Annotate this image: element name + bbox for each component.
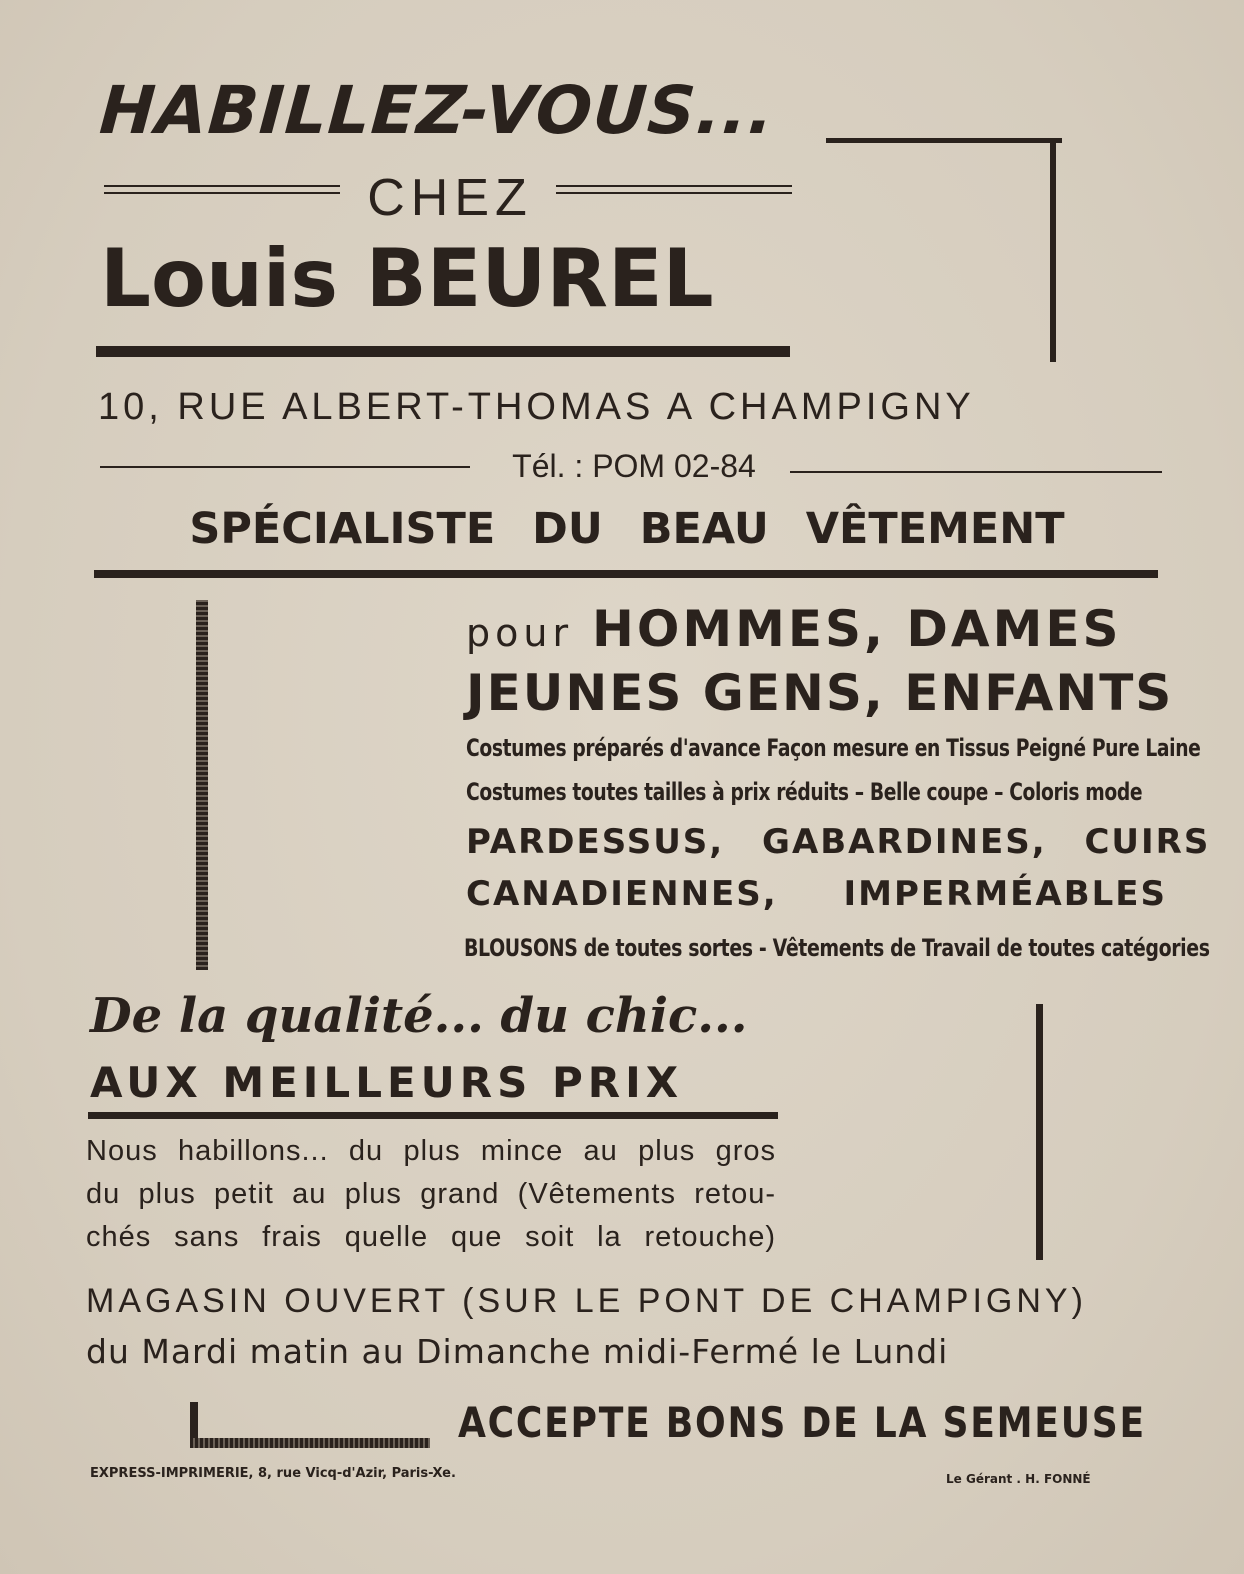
items-line-1: PARDESSUS, GABARDINES, CUIRS <box>466 822 1211 862</box>
accepte-bons: ACCEPTE BONS DE LA SEMEUSE <box>458 1398 1146 1447</box>
prices-underline <box>88 1112 778 1119</box>
audience-line-2: JEUNES GENS, ENFANTS <box>466 664 1174 722</box>
costumes-line-1: Costumes préparés d'avance Façon mesure en Tissus Peigné Pure Laine <box>466 734 1201 762</box>
address: 10, RUE ALBERT-THOMAS A CHAMPIGNY <box>98 386 975 428</box>
chez-label: CHEZ <box>367 169 533 227</box>
store-open: MAGASIN OUVERT (SUR LE PONT DE CHAMPIGNY) <box>86 1282 1087 1320</box>
description-line-1: Nous habillons... du plus mince au plus gros <box>86 1135 776 1167</box>
phone-left-rule <box>100 466 470 468</box>
right-vertical-bar <box>1036 1004 1043 1260</box>
specialist-title: SPÉCIALISTE DU BEAU VÊTEMENT <box>189 504 1065 554</box>
description <box>86 1130 776 1259</box>
costumes-line-2: Costumes toutes tailles à prix réduits – Belle coupe – Coloris mode <box>466 778 1143 806</box>
blousons-line: BLOUSONS de toutes sortes - Vêtements de Travail de toutes catégories <box>464 934 1210 962</box>
l-bracket-horizontal <box>190 1438 430 1448</box>
audience-line-1 <box>466 600 1166 658</box>
corner-bracket-side <box>1050 138 1056 362</box>
store-days: du Mardi matin au Dimanche midi-Fermé le Lundi <box>86 1332 949 1371</box>
audience-hommes-dames: HOMMES, DAMES <box>591 600 1122 658</box>
phone: Tél. : POM 02-84 <box>512 448 756 484</box>
corner-bracket-top <box>826 138 1062 143</box>
brand-name: Louis BEUREL <box>100 232 714 325</box>
headline: HABILLEZ-VOUS... <box>97 72 778 149</box>
chez-left-rule <box>104 185 340 194</box>
description-line-2: du plus petit au plus grand (Vêtements retou- <box>86 1178 776 1210</box>
specialist-underline <box>94 570 1158 578</box>
best-prices: AUX MEILLEURS PRIX <box>90 1058 684 1107</box>
brand-underline <box>96 346 790 357</box>
gerant-credit: Le Gérant . H. FONNÉ <box>946 1472 1091 1486</box>
description-line-3: chés sans frais quelle que soit la retouche) <box>86 1221 776 1253</box>
items-line-2: CANADIENNES, IMPERMÉABLES <box>466 874 1167 914</box>
left-dotted-bar <box>196 600 208 970</box>
pour-word: pour <box>466 611 574 655</box>
printer-credit: EXPRESS-IMPRIMERIE, 8, rue Vicq-d'Azir, Paris-Xe. <box>90 1466 456 1481</box>
slogan: De la qualité... du chic... <box>90 988 748 1044</box>
phone-right-rule <box>790 471 1162 473</box>
chez-right-rule <box>556 185 792 194</box>
